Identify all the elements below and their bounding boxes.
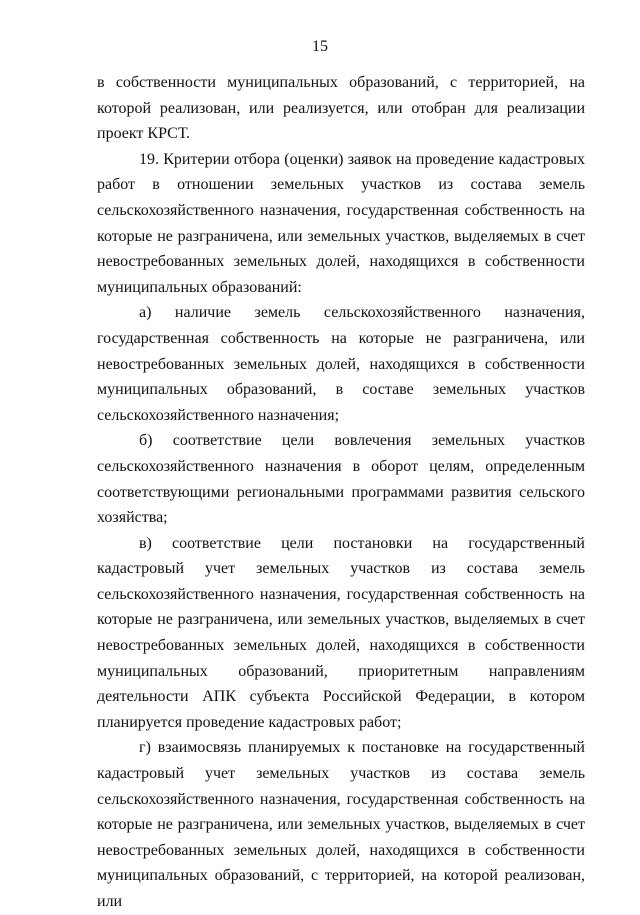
paragraph-subitem-a: а) наличие земель сельскохозяйственного назначения, государственная собственность на которые не разграничена, или невостребованных земельных долей, находящихся в собственности муниципальных образований, в составе земельных участков сельскохозяйственного назначения; — [97, 304, 585, 424]
paragraph-subitem-v: в) соответствие цели постановки на государственный кадастровый учет земельных участков из состава земель сельскохозяйственного назначения, государственная собственность на которые не разграничена, или земельных участков, выделяемых в счет невостребованных земельных долей, находящихся в собственности муниципальных образований, приоритетным направлениям деятельности АПК субъекта Российской Федерации, в котором планируется проведение кадастровых работ; — [97, 534, 585, 731]
page-number: 15 — [312, 38, 328, 55]
paragraph-continuation: в собственности муниципальных образований, с территорией, на которой реализован, или реализуется, или отобран для реализации проект КРСТ. — [97, 74, 585, 143]
paragraph-item-19: 19. Критерии отбора (оценки) заявок на проведение кадастровых работ в отношении земельных участков из состава земель сельскохозяйственного назначения, государственная собственность на которые не разграничена, или земельных участков, выделяемых в счет невостребованных земельных долей, находящихся в собственности муниципальных образований: — [97, 150, 585, 296]
paragraph-subitem-g: г) взаимосвязь планируемых к постановке на государственный кадастровый учет земельных участков из состава земель сельскохозяйственного назначения, государственная собственность на которые не разграничена, или земельных участков, выделяемых в счет невостребованных земельных долей, находящихся в собственности муниципальных образований, с территорией, на которой реализован, или — [97, 739, 585, 910]
body-text — [97, 70, 585, 915]
paragraph-subitem-b: б) соответствие цели вовлечения земельных участков сельскохозяйственного назначения в оборот целям, определенным соответствующими региональными программами развития сельского хозяйства; — [97, 432, 585, 527]
